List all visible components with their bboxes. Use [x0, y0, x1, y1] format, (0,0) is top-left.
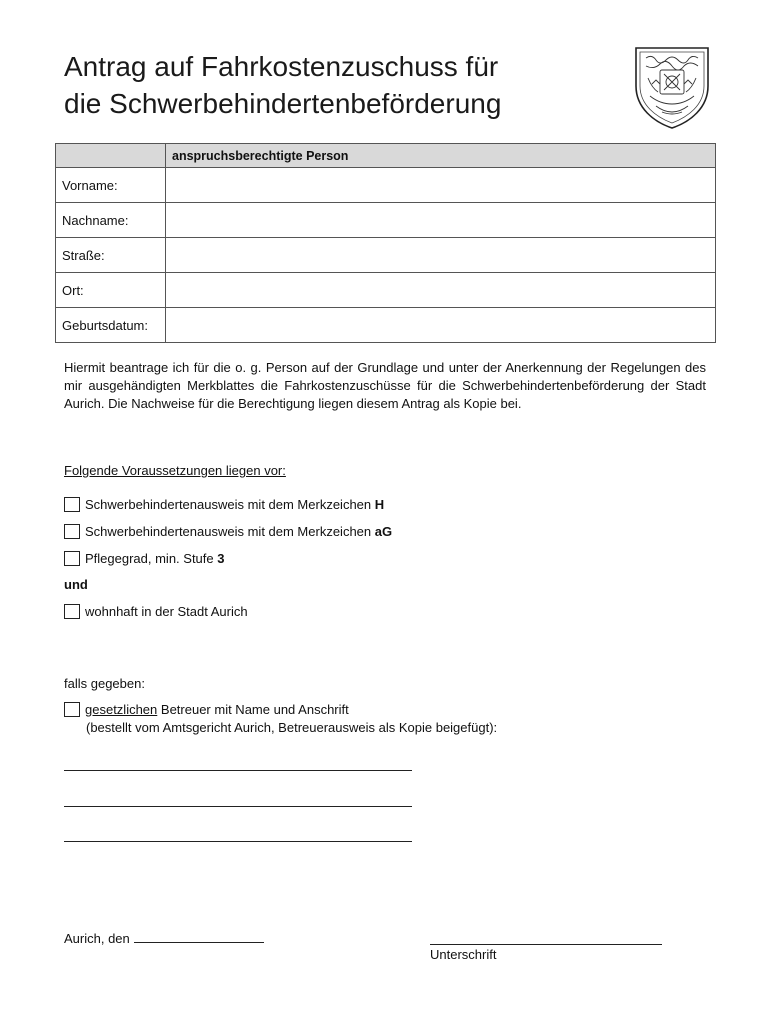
- table-header-empty: [56, 144, 166, 168]
- betreuer-line-1[interactable]: [64, 770, 412, 771]
- page-title: [64, 48, 624, 122]
- title-line-2: die Schwerbehindertenbeförderung: [64, 88, 502, 119]
- geburtsdatum-field[interactable]: [166, 308, 716, 343]
- und-label: und: [64, 577, 88, 592]
- check-bold: H: [374, 497, 385, 512]
- table-header-label: anspruchsberechtigte Person: [166, 144, 716, 168]
- table-header-row: [56, 144, 716, 168]
- table-row-strasse: [56, 238, 716, 273]
- checkbox-merkzeichen-ag[interactable]: [64, 524, 80, 539]
- check-merkzeichen-ag: [64, 524, 392, 539]
- check-bold: aG: [374, 524, 393, 539]
- betreuer-note: (bestellt vom Amtsgericht Aurich, Betreuerausweis als Kopie beigefügt):: [86, 720, 498, 735]
- check-text: Pflegegrad, min. Stufe: [85, 551, 218, 566]
- field-label-strasse: Straße:: [56, 238, 166, 273]
- application-paragraph: Hiermit beantrage ich für die o. g. Person auf der Grundlage und unter der Anerkennung der Regelungen des mir ausgehändigten Merkblattes die Fahrkostenzuschüsse für die Schwerbehindertenbeförderung der Stadt Aurich. Die Nachweise für die Berechtigung liegen diesem Antrag als Kopie bei.: [64, 360, 706, 411]
- field-label-vorname: Vorname:: [56, 168, 166, 203]
- check-label-betreuer: [85, 702, 349, 717]
- checkbox-betreuer[interactable]: [64, 702, 80, 717]
- check-merkzeichen-h: [64, 497, 384, 512]
- strasse-field[interactable]: [166, 238, 716, 273]
- prerequisites-heading: Folgende Voraussetzungen liegen vor:: [64, 463, 286, 478]
- table-row-ort: [56, 273, 716, 308]
- checkbox-wohnhaft[interactable]: [64, 604, 80, 619]
- check-pflegegrad: [64, 551, 224, 566]
- check-wohnhaft: [64, 604, 248, 619]
- check-label-merkzeichen-h: [85, 497, 384, 512]
- betreuer-line-3[interactable]: [64, 841, 412, 842]
- coat-of-arms-icon: [632, 44, 712, 130]
- check-betreuer: [64, 702, 349, 717]
- person-table: [55, 143, 716, 343]
- field-label-geburtsdatum: Geburtsdatum:: [56, 308, 166, 343]
- check-text: Schwerbehindertenausweis mit dem Merkzeichen: [85, 524, 375, 539]
- check-label-wohnhaft: wohnhaft in der Stadt Aurich: [85, 604, 248, 619]
- table-row-nachname: [56, 203, 716, 238]
- place-date-label: Aurich, den: [64, 931, 130, 946]
- place-date: [64, 931, 264, 946]
- betreuer-underlined: gesetzlichen: [85, 702, 158, 717]
- signature-line[interactable]: [430, 944, 662, 945]
- check-bold: 3: [217, 551, 225, 566]
- field-label-ort: Ort:: [56, 273, 166, 308]
- checkbox-pflegegrad[interactable]: [64, 551, 80, 566]
- signature-label: Unterschrift: [430, 947, 497, 962]
- check-text: Schwerbehindertenausweis mit dem Merkzeichen: [85, 497, 375, 512]
- field-label-nachname: Nachname:: [56, 203, 166, 238]
- table-row-geburtsdatum: [56, 308, 716, 343]
- check-label-merkzeichen-ag: [85, 524, 392, 539]
- vorname-field[interactable]: [166, 168, 716, 203]
- date-line[interactable]: [134, 932, 264, 943]
- table-row-vorname: [56, 168, 716, 203]
- check-label-pflegegrad: [85, 551, 224, 566]
- checkbox-merkzeichen-h[interactable]: [64, 497, 80, 512]
- title-line-1: Antrag auf Fahrkostenzuschuss für: [64, 51, 499, 82]
- nachname-field[interactable]: [166, 203, 716, 238]
- falls-gegeben-label: falls gegeben:: [64, 676, 145, 691]
- ort-field[interactable]: [166, 273, 716, 308]
- betreuer-line-2[interactable]: [64, 806, 412, 807]
- betreuer-rest: Betreuer mit Name und Anschrift: [157, 702, 349, 717]
